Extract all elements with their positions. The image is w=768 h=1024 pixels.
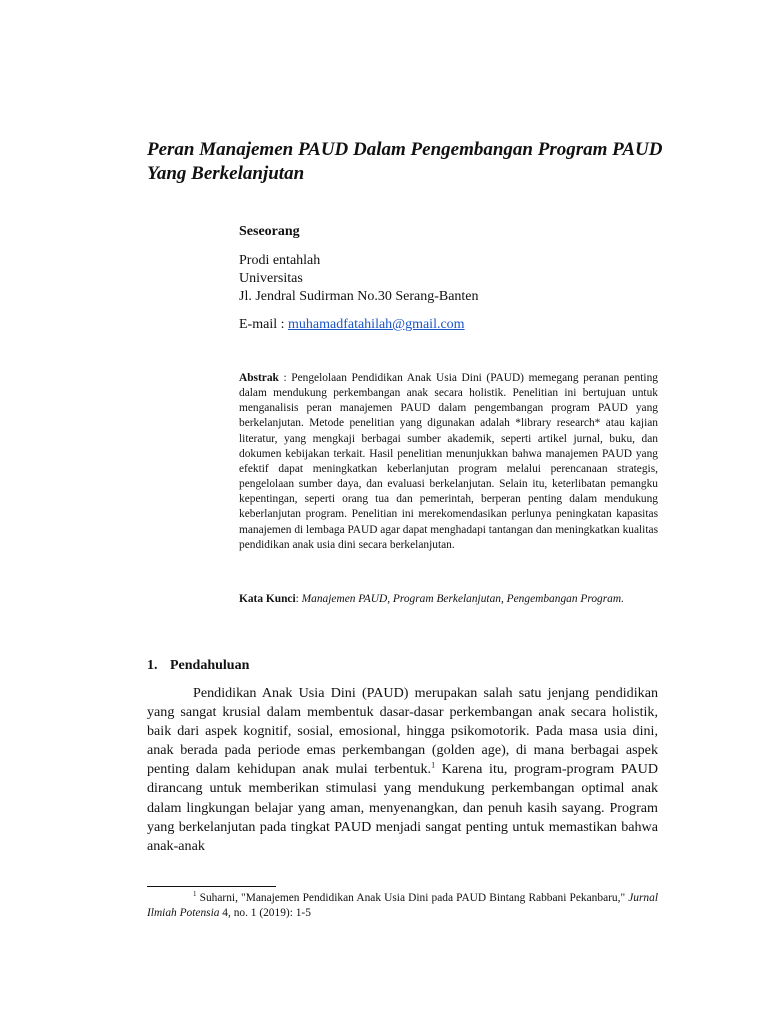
section-number: 1. bbox=[147, 658, 158, 673]
author-block bbox=[239, 223, 659, 334]
author-program: Prodi entahlah bbox=[239, 253, 321, 268]
footnote-text-before: Suharni, "Manajemen Pendidikan Anak Usia Dini pada PAUD Bintang Rabbani Pekanbaru," bbox=[196, 892, 629, 904]
paragraph-text-1: Pendidikan Anak Usia Dini (PAUD) merupakan salah satu jenjang pendidikan yang sangat krusial dalam membentuk dasar-dasar perkembangan anak secara holistik, baik dari aspek kognitif, sosial, emosional, hingga psikomotorik. Pada masa usia dini, anak berada pada periode emas perkembangan (golden age), di mana berbagai aspek penting dalam kehidupan anak mulai terbentuk. bbox=[147, 685, 658, 778]
paper-title: Peran Manajemen PAUD Dalam Pengembangan Program PAUD Yang Berkelanjutan bbox=[147, 139, 663, 184]
keywords-text: Manajemen PAUD, Program Berkelanjutan, Pengembangan Program. bbox=[301, 593, 624, 605]
author-email-line bbox=[239, 316, 659, 334]
footnote-separator bbox=[147, 886, 276, 887]
footnote bbox=[147, 891, 658, 922]
author-university: Universitas bbox=[239, 271, 303, 286]
keywords-separator: : bbox=[295, 593, 302, 605]
introduction-paragraph bbox=[147, 684, 658, 856]
email-label: E-mail : bbox=[239, 317, 288, 332]
paragraph-text-2: Karena itu, program-program PAUD dirancang untuk memberikan stimulasi yang mendukung perkembangan optimal anak dalam lingkungan belajar yang aman, menyenangkan, dan penuh kasih sayang. Program yang berkelanjutan pada tingkat PAUD menjadi sangat penting untuk memastikan bahwa anak-anak bbox=[147, 761, 658, 854]
section-heading-introduction bbox=[147, 657, 249, 675]
abstract-text: Pengelolaan Pendidikan Anak Usia Dini (PAUD) memegang peranan penting dalam mendukung perkembangan anak secara holistik. Penelitian ini bertujuan untuk menganalisis peran manajemen PAUD dalam pengembangan program PAUD yang berkelanjutan. Metode penelitian yang digunakan adalah *library research* atau kajian literatur, yang mengkaji berbagai sumber akademik, seperti artikel jurnal, buku, dan dokumen kebijakan terkait. Hasil penelitian menunjukkan bahwa manajemen PAUD yang efektif dapat meningkatkan keberlanjutan program melalui perencanaan strategis, pengelolaan sumber daya, dan evaluasi berkelanjutan. Selain itu, keterlibatan pemangku kepentingan, seperti orang tua dan pemerintah, berperan penting dalam mendukung keberlanjutan program. Penelitian ini merekomendasikan perlunya peningkatan kapasitas manajemen di lembaga PAUD agar dapat menghadapi tantangan dan meningkatkan kualitas pendidikan anak usia dini secara berkelanjutan. bbox=[239, 372, 658, 551]
abstract bbox=[239, 371, 658, 553]
footnote-reference[interactable]: 1 bbox=[431, 760, 436, 770]
abstract-label: Abstrak bbox=[239, 372, 279, 384]
section-title: Pendahuluan bbox=[170, 658, 250, 673]
author-address: Jl. Jendral Sudirman No.30 Serang-Banten bbox=[239, 289, 479, 304]
abstract-separator: : bbox=[278, 372, 292, 384]
keywords-label: Kata Kunci bbox=[239, 593, 296, 605]
footnote-text-after: 4, no. 1 (2019): 1-5 bbox=[219, 907, 311, 920]
author-name: Seseorang bbox=[239, 224, 300, 239]
footnote-journal: Jurnal Ilmiah Potensia bbox=[147, 892, 658, 920]
keywords bbox=[239, 592, 658, 607]
email-link[interactable]: muhamadfatahilah@gmail.com bbox=[288, 317, 465, 332]
footnote-number: 1 bbox=[193, 890, 197, 899]
